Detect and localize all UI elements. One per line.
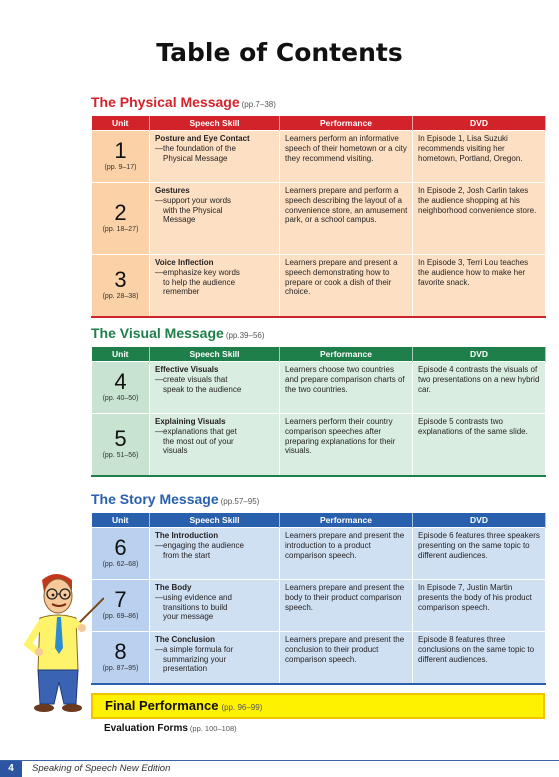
- skill-desc-line: speak to the audience: [163, 384, 242, 394]
- skill-desc-line: —a simple formula for: [155, 644, 234, 654]
- section-heading-physical: [91, 94, 276, 110]
- skill-cell: [150, 362, 280, 414]
- skill-desc-line: Message: [163, 215, 196, 225]
- col-header-performance: Performance: [280, 116, 413, 131]
- evaluation-forms-entry: [104, 723, 237, 734]
- skill-desc-line: Physical Message: [163, 153, 228, 163]
- dvd-cell: Episode 6 features three speakers presenting on the same topic to different audiences.: [413, 528, 546, 580]
- visual-message-table: [91, 347, 546, 477]
- unit-number: 2: [114, 200, 127, 226]
- dvd-cell: Episode 8 features three conclusions on the same topic to different audiences.: [413, 632, 546, 684]
- col-header-unit: Unit: [92, 116, 150, 131]
- book-title: Speaking of Speech New Edition: [32, 763, 171, 774]
- section-title: The Physical Message: [91, 94, 240, 110]
- table-row: [92, 414, 546, 476]
- page-number: 4: [0, 761, 22, 777]
- unit-number: 6: [114, 535, 127, 561]
- skill-title: The Body: [155, 583, 192, 592]
- performance-cell: Learners prepare and present the conclusion to their product comparison speech.: [280, 632, 413, 684]
- section-heading-visual: [91, 325, 265, 341]
- table-header-row: [92, 116, 546, 131]
- unit-pages: (pp. 62–68): [102, 561, 139, 569]
- performance-cell: Learners perform an informative speech of their hometown or a city they recommend visiting.: [280, 131, 413, 183]
- skill-title: The Conclusion: [155, 635, 215, 644]
- skill-desc-line: —create visuals that: [155, 374, 228, 384]
- section-pages: (pp.57–95): [220, 497, 260, 506]
- story-message-table: [91, 513, 546, 685]
- skill-cell: [150, 414, 280, 476]
- table-row: [92, 362, 546, 414]
- col-header-dvd: DVD: [413, 513, 546, 528]
- unit-number: 8: [114, 638, 127, 664]
- unit-number: 1: [114, 138, 127, 164]
- table-row: [92, 183, 546, 255]
- col-header-dvd: DVD: [413, 347, 546, 362]
- unit-pages: (pp. 28–38): [102, 292, 139, 300]
- col-header-skill: Speech Skill: [150, 513, 280, 528]
- unit-pages: (pp. 18–27): [102, 226, 139, 234]
- unit-number: 5: [114, 425, 127, 451]
- section-heading-story: [91, 491, 259, 507]
- skill-desc: [155, 268, 275, 297]
- table-header-row: [92, 347, 546, 362]
- skill-desc-line: —engaging the audience: [155, 540, 244, 550]
- skill-desc-line: presentation: [163, 664, 208, 674]
- skill-cell: [150, 580, 280, 632]
- skill-cell: [150, 131, 280, 183]
- col-header-dvd: DVD: [413, 116, 546, 131]
- skill-desc: [155, 144, 275, 164]
- table-row: [92, 632, 546, 684]
- page-title: Table of Contents: [156, 38, 403, 67]
- skill-title: Explaining Visuals: [155, 417, 226, 426]
- unit-pages: (pp. 40–50): [102, 395, 139, 403]
- col-header-performance: Performance: [280, 513, 413, 528]
- unit-number: 4: [114, 369, 127, 395]
- table-row: [92, 131, 546, 183]
- skill-desc: [155, 427, 275, 456]
- table-row: [92, 580, 546, 632]
- unit-pages: (pp. 51–56): [102, 451, 139, 459]
- skill-title: The Introduction: [155, 531, 219, 540]
- performance-cell: Learners prepare and perform a speech describing the layout of a convenience store, an amusement park, or a school campus.: [280, 183, 413, 255]
- skill-cell: [150, 255, 280, 317]
- evaluation-title: Evaluation Forms: [104, 723, 188, 734]
- unit-cell: [92, 414, 150, 476]
- table-row: [92, 528, 546, 580]
- skill-desc-line: with the Physical: [163, 205, 223, 215]
- evaluation-pages: (pp. 100–108): [189, 724, 237, 733]
- section-pages: (pp.39–56): [225, 331, 265, 340]
- dvd-cell: In Episode 1, Lisa Suzuki recommends visiting her hometown, Portland, Oregon.: [413, 131, 546, 183]
- skill-desc: [155, 541, 275, 561]
- skill-desc-line: visuals: [163, 446, 188, 456]
- table-header-row: [92, 513, 546, 528]
- unit-pages: (pp. 69–86): [102, 613, 139, 621]
- performance-cell: Learners prepare and present a speech demonstrating how to prepare or cook a dish of their choice.: [280, 255, 413, 317]
- unit-cell: [92, 362, 150, 414]
- skill-title: Voice Inflection: [155, 258, 214, 267]
- skill-desc-line: —support your words: [155, 195, 232, 205]
- unit-number: 3: [114, 266, 127, 292]
- skill-desc-line: —explanations that get: [155, 426, 237, 436]
- final-performance-label: [105, 698, 262, 713]
- physical-message-table: [91, 116, 546, 318]
- performance-cell: Learners perform their country comparison speeches after preparing explanations for their visuals.: [280, 414, 413, 476]
- section-title: The Visual Message: [91, 325, 224, 341]
- performance-cell: Learners prepare and present the body to their product comparison speech.: [280, 580, 413, 632]
- skill-title: Gestures: [155, 186, 190, 195]
- col-header-unit: Unit: [92, 513, 150, 528]
- col-header-skill: Speech Skill: [150, 116, 280, 131]
- dvd-cell: In Episode 3, Terri Lou teaches the audience how to make her favorite snack.: [413, 255, 546, 317]
- dvd-cell: In Episode 2, Josh Carlin takes the audience shopping at his neighborhood convenience store.: [413, 183, 546, 255]
- unit-cell: [92, 131, 150, 183]
- skill-desc: [155, 375, 275, 395]
- skill-desc-line: —emphasize key words: [155, 267, 240, 277]
- skill-cell: [150, 183, 280, 255]
- skill-cell: [150, 632, 280, 684]
- skill-desc-line: the most out of your: [163, 436, 234, 446]
- skill-desc-line: your message: [163, 612, 214, 622]
- performance-cell: Learners prepare and present the introduction to a product comparison speech.: [280, 528, 413, 580]
- final-performance-banner: [91, 693, 545, 719]
- skill-desc-line: from the start: [163, 550, 211, 560]
- skill-cell: [150, 528, 280, 580]
- dvd-cell: Episode 5 contrasts two explanations of the same slide.: [413, 414, 546, 476]
- unit-number: 7: [114, 587, 127, 613]
- final-title: Final Performance: [105, 698, 219, 713]
- unit-pages: (pp. 9–17): [104, 164, 137, 172]
- performance-cell: Learners choose two countries and prepare comparison charts of the two countries.: [280, 362, 413, 414]
- section-title: The Story Message: [91, 491, 219, 507]
- skill-title: Posture and Eye Contact: [155, 134, 250, 143]
- skill-desc-line: remember: [163, 287, 200, 297]
- skill-desc: [155, 196, 275, 225]
- section-pages: (pp.7–38): [241, 100, 276, 109]
- dvd-cell: In Episode 7, Justin Martin presents the body of his product comparison speech.: [413, 580, 546, 632]
- skill-desc-line: summarizing your: [163, 654, 227, 664]
- skill-desc-line: —using evidence and: [155, 592, 232, 602]
- unit-cell: [92, 183, 150, 255]
- footer-rule: [0, 760, 559, 761]
- unit-cell: [92, 255, 150, 317]
- col-header-skill: Speech Skill: [150, 347, 280, 362]
- skill-desc-line: transitions to build: [163, 602, 228, 612]
- skill-title: Effective Visuals: [155, 365, 219, 374]
- skill-desc-line: to help the audience: [163, 277, 236, 287]
- unit-pages: (pp. 87–95): [102, 664, 139, 672]
- col-header-unit: Unit: [92, 347, 150, 362]
- dvd-cell: Episode 4 contrasts the visuals of two presentations on a new hybrid car.: [413, 362, 546, 414]
- col-header-performance: Performance: [280, 347, 413, 362]
- skill-desc-line: —the foundation of the: [155, 143, 236, 153]
- skill-desc: [155, 593, 275, 622]
- skill-desc: [155, 645, 275, 674]
- table-row: [92, 255, 546, 317]
- final-pages: (pp. 96–99): [221, 703, 263, 712]
